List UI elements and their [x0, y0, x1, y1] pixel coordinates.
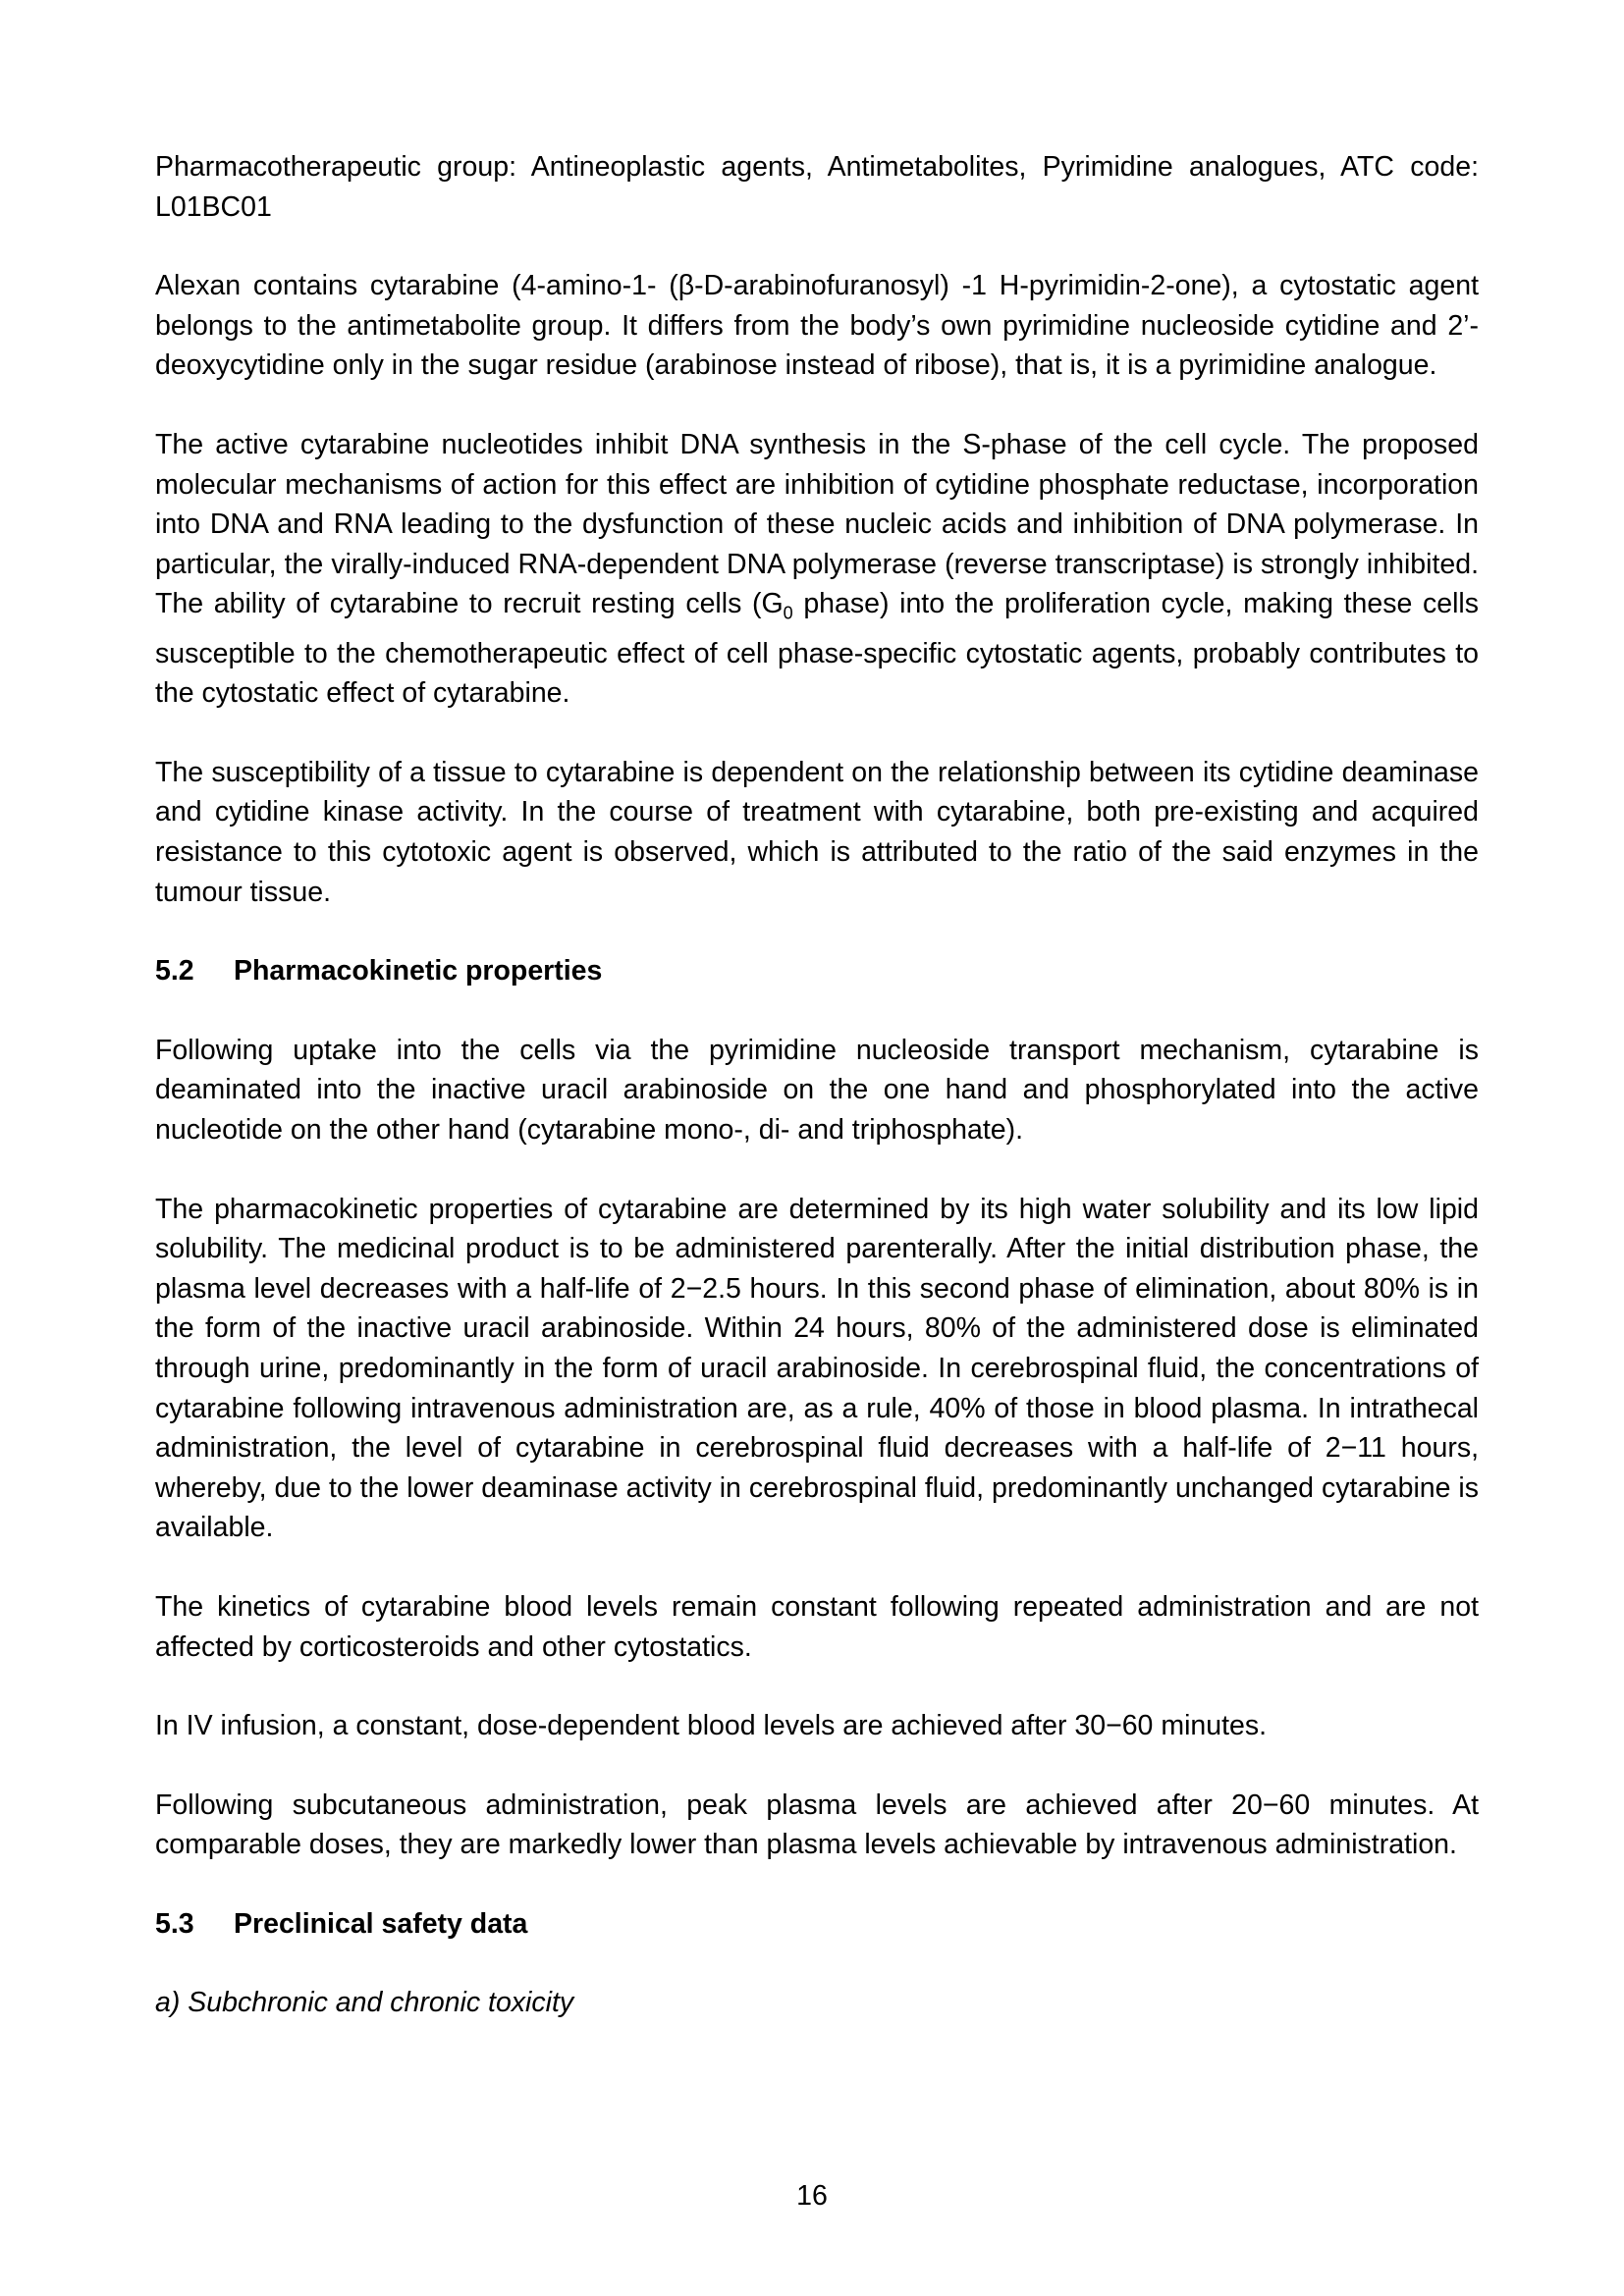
kinetics-paragraph: The kinetics of cytarabine blood levels remain constant following repeated administration and are not affected by corticosteroids and other cytostatics.: [155, 1590, 1479, 1663]
subcutaneous-paragraph: Following subcutaneous administration, peak plasma levels are achieved after 20−60 minutes. At comparable doses, they are markedly lower than plasma levels achievable by intravenous administration.: [155, 1789, 1479, 1861]
section-heading-pharmacokinetic: [155, 951, 1479, 991]
mechanism-text-after: phase) into the proliferation cycle, making these cells susceptible to the chemotherapeutic effect of cell phase-specific cytostatic agents, probably contributes to the cytostatic effect of cytarabine.: [155, 588, 1479, 710]
section-number: 5.3: [155, 1907, 194, 1940]
pharmacotherapeutic-group-paragraph: Pharmacotherapeutic group: Antineoplastic agents, Antimetabolites, Pyrimidine analogues, ATC code: L01BC01: [155, 151, 1479, 223]
section-heading-preclinical: [155, 1904, 1479, 1945]
mechanism-paragraph: [155, 425, 1479, 714]
section-title: Pharmacokinetic properties: [234, 955, 603, 988]
iv-infusion-paragraph: In IV infusion, a constant, dose-dependent blood levels are achieved after 30−60 minutes.: [155, 1710, 1268, 1742]
pk-properties-paragraph: The pharmacokinetic properties of cytarabine are determined by its high water solubility and its low lipid solubility. The medicinal product is to be administered parenterally. After the initial distribution phase, the plasma level decreases with a half-life of 2−2.5 hours. In this second phase of elimination, about 80% is in the form of the inactive uracil arabinoside. Within 24 hours, 80% of the administered dose is eliminated through urine, predominantly in the form of uracil arabinoside. In cerebrospinal fluid, the concentrations of cytarabine following intravenous administration are, as a rule, 40% of those in blood plasma. In intrathecal administration, the level of cytarabine in cerebrospinal fluid decreases with a half-life of 2−11 hours, whereby, due to the lower deaminase activity in cerebrospinal fluid, predominantly unchanged cytarabine is available.: [155, 1193, 1479, 1544]
g0-subscript: 0: [783, 604, 793, 624]
section-title: Preclinical safety data: [234, 1907, 528, 1940]
page-number: 16: [796, 2180, 828, 2212]
section-number: 5.2: [155, 955, 194, 988]
document-page: [155, 147, 1479, 2062]
subchronic-toxicity-subheading: a) Subchronic and chronic toxicity: [155, 1987, 574, 2019]
cytarabine-description-paragraph: Alexan contains cytarabine (4-amino-1- (β-D-arabinofuranosyl) -1 H-pyrimidin-2-one), a cytostatic agent belongs to the antimetabolite group. It differs from the body’s own pyrimidine nucleoside cytidine and 2’-deoxycytidine only in the sugar residue (arabinose instead of ribose), that is, it is a pyrimidine analogue.: [155, 270, 1479, 382]
uptake-paragraph: Following uptake into the cells via the pyrimidine nucleoside transport mechanism, cytarabine is deaminated into the inactive uracil arabinoside on the one hand and phosphorylated into the active nucleotide on the other hand (cytarabine mono-, di- and triphosphate).: [155, 1034, 1479, 1146]
mechanism-text-before: The active cytarabine nucleotides inhibit DNA synthesis in the S-phase of the cell cycle. The proposed molecular mechanisms of action for this effect are inhibition of cytidine phosphate reductase, incorporation into DNA and RNA leading to the dysfunction of these nucleic acids and inhibition of DNA polymerase. In particular, the virally-induced RNA-dependent DNA polymerase (reverse transcriptase) is strongly inhibited. The ability of cytarabine to recruit resting cells (G: [155, 428, 1479, 620]
susceptibility-paragraph: The susceptibility of a tissue to cytarabine is dependent on the relationship between its cytidine deaminase and cytidine kinase activity. In the course of treatment with cytarabine, both pre-existing and acquired resistance to this cytotoxic agent is observed, which is attributed to the ratio of the said enzymes in the tumour tissue.: [155, 756, 1479, 908]
